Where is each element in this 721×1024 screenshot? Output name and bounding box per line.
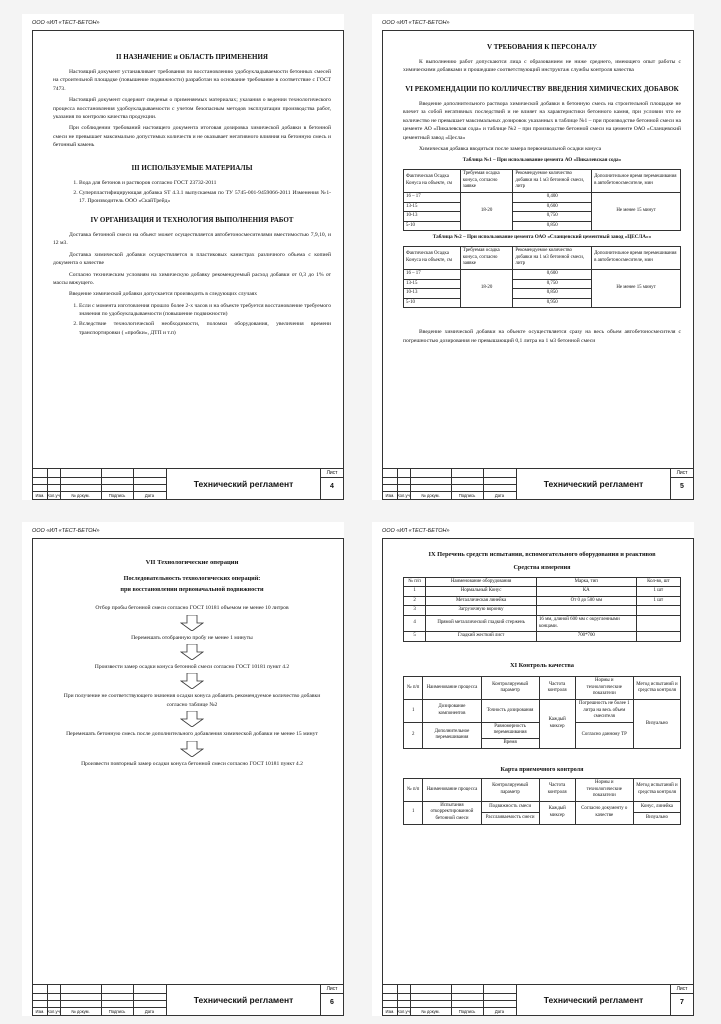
table-cell: Загрузочную воронку xyxy=(426,606,537,616)
sheet-number: 5 xyxy=(680,483,684,490)
stamp-cell: Подпись xyxy=(108,493,126,498)
page-content xyxy=(53,551,331,770)
table-cell: 10-13 xyxy=(404,289,461,299)
list-item: 1. Если с момента изготовления прошло более 2-х часов и на объекте требуется восстановление требуемого значения по удобоукладываемости (повышение подвижности) xyxy=(79,302,331,319)
table-cell: 0,850 xyxy=(513,289,592,299)
table-header: Нормы и технологические показатели xyxy=(575,677,633,700)
down-arrow-icon xyxy=(180,711,204,727)
table-cell: Каждый миксер xyxy=(539,801,575,824)
table-cell: 16 – 17 xyxy=(404,270,461,280)
down-arrow-icon xyxy=(180,673,204,689)
table-cell: КА xyxy=(536,587,636,597)
table-cell: 18-20 xyxy=(460,192,513,230)
list-item: 2. Вследствие технологической необходимости, поломки оборудования, увеличения времени транспортировки ( «пробки», ДТП и т.п) xyxy=(79,320,331,337)
stamp-cell: Подпись xyxy=(108,1009,126,1014)
sheet-box xyxy=(671,469,693,499)
stamp-cell: № докум. xyxy=(71,493,90,498)
process-step: Произвести замер осадки конуса бетонной смеси согласно ГОСТ 10181 пункт 4.2 xyxy=(94,663,290,670)
table-cell: Подвижность смеси xyxy=(481,801,539,812)
subheading: при восстановлении первоначальной подвижности xyxy=(120,585,264,593)
paragraph: Введение химической добавки допускается производить в следующих случаях xyxy=(69,291,258,298)
section-heading: XI Контроль качества xyxy=(509,661,574,669)
table-header: № п/п xyxy=(404,577,426,587)
table-cell: 0,600 xyxy=(513,270,592,280)
process-step: Отбор пробы бетонной смеси согласно ГОСТ 10181 объемом не менее 10 литров xyxy=(95,605,289,612)
sheet-number: 4 xyxy=(330,483,334,490)
company-header: ООО «ИЛ «ТЕСТ-БЕТОН» xyxy=(382,20,450,26)
table-cell: Дополнительное перемешивания xyxy=(423,722,481,748)
sheet-number: 7 xyxy=(680,999,684,1006)
table-cell: 10-13 xyxy=(404,212,461,222)
stamp-cell: № докум. xyxy=(421,493,440,498)
table-title: Таблица №1 – При использование цемента АО «Пикалевская сода» xyxy=(462,157,622,164)
table-cell xyxy=(636,632,680,642)
stamp-cell: Изм. xyxy=(35,1009,45,1014)
table-header: Фактическая Осадка Конуса на объекте, см xyxy=(404,247,461,270)
table-header: Наименование оборудования xyxy=(426,577,537,587)
table-cell: 13-15 xyxy=(404,202,461,212)
paragraph: Введение дополнительного раствора химической добавки в бетонную смесь на строительной площадке не влечет за собой негативных последствий и не влияет на характеристики бетонного камня, при условии что ее количество не превышает максимальных дозировок указанных в таблице №1 – при производстве бетонной смеси на цементе АО «Пикалевская сода» и таблице №2 – при производстве бетонной смеси на цементе ОАО «Сланцевский цементный завод «Цесла» xyxy=(403,100,681,141)
stamp-cells xyxy=(383,492,516,499)
table-cell: Каждый миксер xyxy=(539,700,575,749)
table-cell: 2 xyxy=(404,722,423,748)
sheet-label: Лист xyxy=(671,985,693,994)
paragraph: Настоящий документ содержит сведенья о применяемых материалах; указания о ведении технологического процесса восстановления удобоукладываемости с учетом безопасным методов эксплуатации производства работ, указания по контролю качества продукции. xyxy=(53,97,331,121)
table-cell: Точность дозирования xyxy=(481,700,539,723)
table-cell: 1 xyxy=(404,801,423,824)
list-item: 2. Суперпластифицирующая добавка ST 4.3.1 выпускаемая по ТУ 5745-001-9459066-2011 Изменения №1-17. Производитель ООО «СкайТрейд» xyxy=(79,189,331,206)
table-cell: 0,600 xyxy=(513,202,592,212)
table-cell: Прямой металлический гладкий стержень xyxy=(426,616,537,632)
table-cell: Гладкий жесткий лист xyxy=(426,632,537,642)
acceptance-control-table xyxy=(403,778,681,825)
sheet-box xyxy=(321,469,343,499)
table-header: № п/п xyxy=(404,677,423,700)
table-cell: Не менее 15 минут xyxy=(592,192,681,230)
down-arrow-icon xyxy=(180,741,204,757)
table-header: Требуемая осадка конуса, согласно заявке xyxy=(460,247,513,270)
table-cell: Конус, линейка xyxy=(633,801,680,812)
table-cell: 0,750 xyxy=(513,212,592,222)
company-header: ООО «ИЛ «ТЕСТ-БЕТОН» xyxy=(382,528,450,534)
table-header: Контролируемый параметр xyxy=(481,677,539,700)
paragraph: Настоящий документ устанавливает требования по восстановлению удобоукладываемости бетонных смесей на строительной площадке (повышение подвижности) разработан на основание требование в соответствие с ГОСТ 7473. xyxy=(53,69,331,92)
subheading: Карта приемочного контроля xyxy=(500,765,584,773)
page-7 xyxy=(372,522,694,1016)
list-item: 1. Вода для бетонов и растворов согласно ГОСТ 23732-2011 xyxy=(79,179,331,187)
table-header: Рекомендуемое количество добавки на 1 м3 бетонной смеси, литр xyxy=(513,247,592,270)
table-header: Частота контроля xyxy=(539,677,575,700)
table-cell: Нормальный Конус xyxy=(426,587,537,597)
table-cell: Равномерность перемешивания xyxy=(481,722,539,738)
table-header: Наименование процесса xyxy=(423,677,481,700)
table-cell: 16 мм, длиной 600 мм с округленными концами. xyxy=(536,616,636,632)
table-cell: Испытания откорректированной бетонной смеси xyxy=(423,801,481,824)
table-title: Таблица №2 – При использование цемента ОАО «Сланцевский цементный завод «ЦЕСЛА»» xyxy=(432,234,652,241)
subheading: Средства измерения xyxy=(513,564,571,572)
dosage-table-1 xyxy=(403,169,681,231)
stamp-cell: Дата xyxy=(144,1009,155,1014)
process-step: Перемешать отобранную пробу не менее 1 минуты xyxy=(131,634,253,641)
paragraph: Доставка химической добавки осуществляется в пластиковых канистрах различного объема с копией документа о качестве xyxy=(53,251,331,267)
table-cell: 16 – 17 xyxy=(404,192,461,202)
table-header: Марка, тип xyxy=(536,577,636,587)
page-frame xyxy=(382,538,694,1016)
title-block xyxy=(383,984,693,1015)
table-cell: 5 xyxy=(404,632,426,642)
materials-list xyxy=(53,179,331,206)
page-4 xyxy=(22,14,344,500)
table-header: Контролируемый параметр xyxy=(481,779,539,802)
table-cell: 0,950 xyxy=(513,298,592,308)
table-header: Метод испытаний и средства контроля xyxy=(633,677,680,700)
page-frame xyxy=(32,30,344,500)
table-header: № п/п xyxy=(404,779,423,802)
table-header: Дополнительное время перемешивания в автобетоносмесителе, мин xyxy=(592,247,681,270)
table-header: Кол-во, шт xyxy=(636,577,680,587)
doc-title: Технический регламент xyxy=(166,985,321,1015)
table-header: Дополнительное время перемешивания в автобетоносмесителе, мин xyxy=(592,170,681,193)
page-5 xyxy=(372,14,694,500)
stamp-cell: Подпись xyxy=(458,1009,476,1014)
stamp-cells xyxy=(33,1008,166,1015)
table-cell: Расслаиваемость смеси xyxy=(481,813,539,824)
stamp-cells xyxy=(33,492,166,499)
table-cell: 1 xyxy=(404,700,423,723)
section-heading: II НАЗНАЧЕНИЕ и ОБЛАСТЬ ПРИМЕНЕНИЯ xyxy=(116,53,268,61)
page-6 xyxy=(22,522,344,1016)
title-block xyxy=(33,984,343,1015)
sheet-label: Лист xyxy=(321,985,343,994)
doc-title: Технический регламент xyxy=(516,985,671,1015)
stamp-cell: № докум. xyxy=(71,1009,90,1014)
paragraph: Химическая добавка вводиться после замера первоначальной осадки конуса xyxy=(419,145,602,152)
sheet-label: Лист xyxy=(671,469,693,478)
table-header: Рекомендуемое количество добавки на 1 м3 бетонной смеси, литр xyxy=(513,170,592,193)
table-cell: От 0 до 500 мм xyxy=(536,596,636,606)
sheet-label: Лист xyxy=(321,469,343,478)
stamp-cell: Дата xyxy=(144,493,155,498)
section-heading: IV ОРГАНИЗАЦИЯ И ТЕХНОЛОГИЯ ВЫПОЛНЕНИЯ РАБОТ xyxy=(90,215,294,224)
table-cell xyxy=(636,606,680,616)
process-step: Произвести повторный замер осадки конуса бетонной смеси согласно ГОСТ 10181 пункт 4.2 xyxy=(81,760,303,767)
table-cell: 13-15 xyxy=(404,279,461,289)
table-cell: 700*700 xyxy=(536,632,636,642)
table-cell: Визуально xyxy=(633,700,680,749)
page-content xyxy=(403,547,681,828)
table-cell: 1 xyxy=(404,587,426,597)
table-cell: 0,750 xyxy=(513,279,592,289)
table-cell: 1 шт xyxy=(636,596,680,606)
stamp-cell: Кол.уч xyxy=(397,493,410,498)
stamp-cell: Изм. xyxy=(385,493,395,498)
sheet-box xyxy=(321,985,343,1015)
stamp-cell: Изм. xyxy=(385,1009,395,1014)
table-header: Нормы и технологические показатели xyxy=(575,779,633,802)
table-cell: 0,850 xyxy=(513,221,592,231)
table-cell xyxy=(536,606,636,616)
section-heading: V ТРЕБОВАНИЯ К ПЕРСОНАЛУ xyxy=(487,43,597,51)
stamp-cell: Кол.уч xyxy=(47,493,60,498)
paragraph: К выполнению работ допускаются лица с образованием не ниже среднего, имеющего опыт работы с химическими добавками и прошедшие соответствующий инструктаж службы контроля качества xyxy=(403,59,681,74)
table-cell: 5-10 xyxy=(404,221,461,231)
table-cell: 0,400 xyxy=(513,192,592,202)
section-heading: III ИСПОЛЬЗУЕМЫЕ МАТЕРИАЛЫ xyxy=(131,163,253,172)
table-cell: Согласно данному ТР xyxy=(575,722,633,748)
doc-title: Технический регламент xyxy=(166,469,321,499)
table-cell: 1 шт xyxy=(636,587,680,597)
table-cell: Не менее 15 минут xyxy=(592,270,681,308)
subheading: Последовательность технологических операций: xyxy=(123,574,261,582)
dosage-table-2 xyxy=(403,246,681,308)
table-cell: Дозирование компонентов xyxy=(423,700,481,723)
table-cell: Погрешность не более 1 литра на весь объем смесителя xyxy=(575,700,633,723)
table-cell xyxy=(636,616,680,632)
paragraph: Введение химической добавки на объекте осуществляется сразу на весь объем автобетоносмесителя с погрешностью дозирования не превышающий 0,1 литра на 1 м3 бетонной смеси xyxy=(403,329,681,344)
section-heading: IX Перечень средств испытания, вспомогательного оборудования и реактивов xyxy=(428,551,656,558)
table-cell: 3 xyxy=(404,606,426,616)
process-step: При получение не соответствующего значения осадки конуса добавить рекомендуемое количество добавки согласно таблице №2 xyxy=(63,693,321,708)
sheet-box xyxy=(671,985,693,1015)
page-frame xyxy=(382,30,694,500)
table-cell: Визуально xyxy=(633,813,680,824)
table-cell: Согласно документу о качестве xyxy=(575,801,633,824)
down-arrow-icon xyxy=(180,644,204,660)
table-cell: 18-20 xyxy=(460,270,513,308)
page-frame xyxy=(32,538,344,1016)
stamp-cells xyxy=(383,1008,516,1015)
title-block xyxy=(33,468,343,499)
section-heading: VII Технологические операции xyxy=(145,559,239,566)
stamp-cell: № докум. xyxy=(421,1009,440,1014)
sheet-number: 6 xyxy=(330,999,334,1006)
table-header: Фактическая Осадка Конуса на объекте, см xyxy=(404,170,461,193)
title-block xyxy=(383,468,693,499)
table-cell: 2 xyxy=(404,596,426,606)
table-header: Требуемая осадка конуса, согласно заявке xyxy=(460,170,513,193)
stamp-cell: Кол.уч xyxy=(47,1009,60,1014)
doc-title: Технический регламент xyxy=(516,469,671,499)
quality-control-table xyxy=(403,676,681,748)
process-step: Перемешать бетонную смесь после дополнительного добавления химической добавки не менее 15 минут xyxy=(66,731,318,738)
company-header: ООО «ИЛ «ТЕСТ-БЕТОН» xyxy=(32,20,100,26)
table-header: Наименование процесса xyxy=(423,779,481,802)
stamp-cell: Дата xyxy=(494,493,505,498)
cases-list xyxy=(53,302,331,338)
stamp-cell: Подпись xyxy=(458,493,476,498)
paragraph: Доставка бетонной смеси на объект может осуществляется автобетоносмесителями вместимостью 7,9,10, и 12 м3. xyxy=(53,231,331,247)
section-heading: VI РЕКОМЕНДАЦИИ ПО КОЛЛИЧЕСТВУ ВВЕДЕНИЯ ХИМИЧЕСКИХ ДОБАВОК xyxy=(405,84,679,93)
page-content xyxy=(403,35,681,348)
down-arrow-icon xyxy=(180,615,204,631)
stamp-cell: Дата xyxy=(494,1009,505,1014)
equipment-table xyxy=(403,577,681,642)
table-cell: Время xyxy=(481,739,539,749)
table-cell: 4 xyxy=(404,616,426,632)
stamp-cell: Изм. xyxy=(35,493,45,498)
table-header: Частота контроля xyxy=(539,779,575,802)
table-header: Метод испытаний и средства контроля xyxy=(633,779,680,802)
table-cell: Металлическая линейка xyxy=(426,596,537,606)
paragraph: При соблюдении требований настоящего документа итоговая дозировка химической добавки в бетонной смеси не превышает максимально допустимых количеств и не оказывает негативного влияния на бетонную смесь и бетонный камень xyxy=(53,125,331,149)
stamp-cell: Кол.уч xyxy=(397,1009,410,1014)
page-content xyxy=(53,45,331,341)
company-header: ООО «ИЛ «ТЕСТ-БЕТОН» xyxy=(32,528,100,534)
paragraph: Согласно техническим условиям на химическую добавку рекомендуемый расход добавки от 0,3 до 1% от массы вяжущего. xyxy=(53,271,331,286)
table-cell: 5-10 xyxy=(404,298,461,308)
